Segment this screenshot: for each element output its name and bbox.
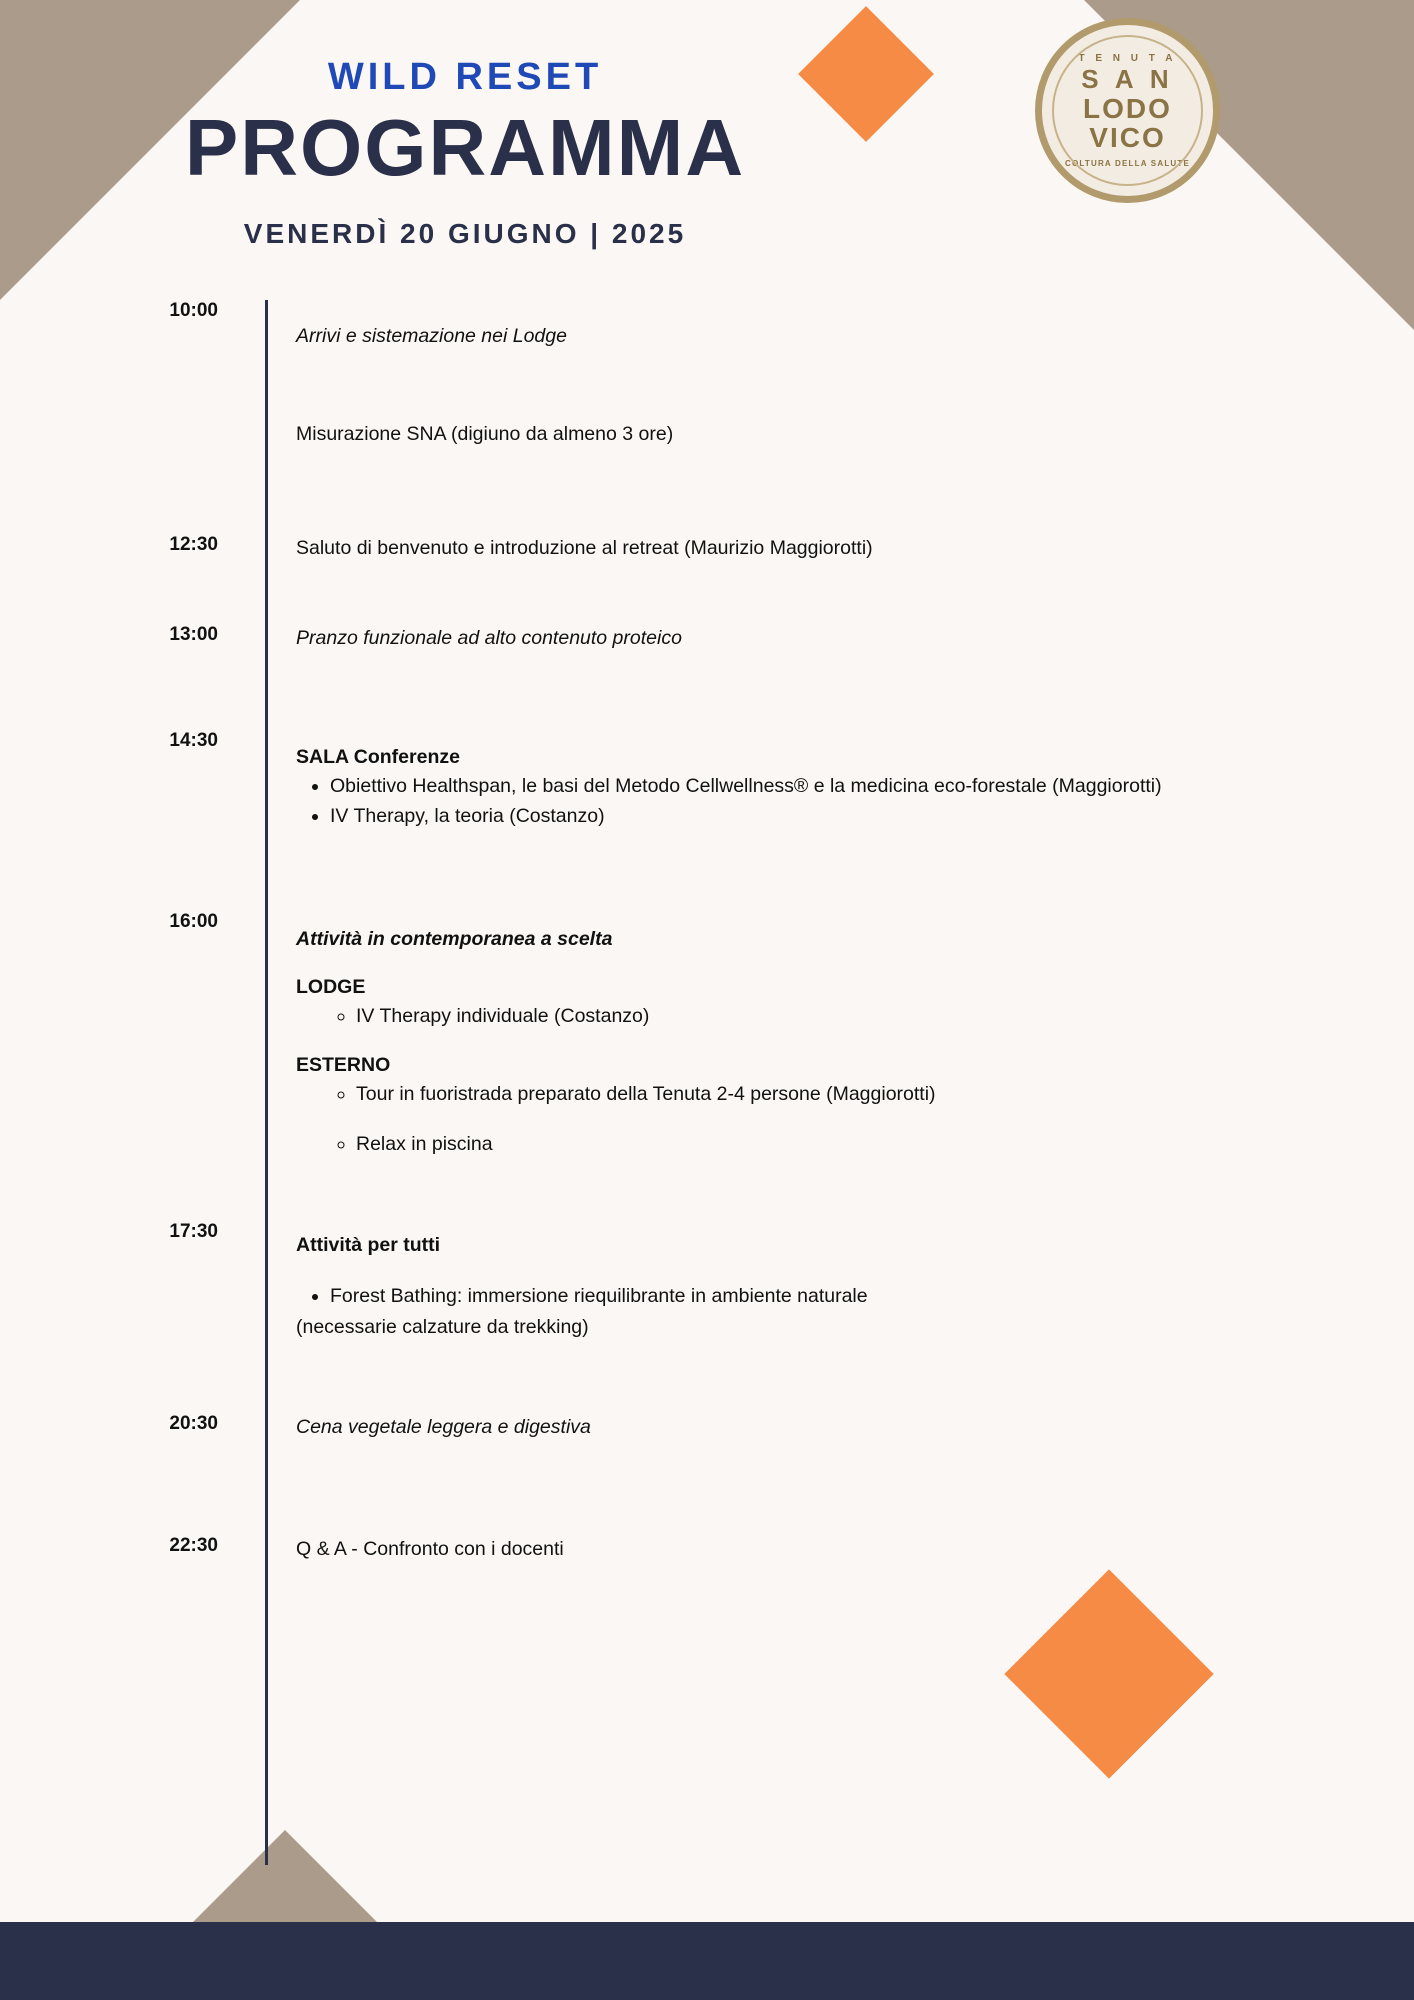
schedule-time: 17:30 (169, 1220, 218, 1242)
list-item: ◦ IV Therapy individuale (Costanzo) (356, 1003, 1346, 1031)
schedule-spacer (296, 350, 1346, 418)
schedule-content (296, 1535, 1346, 1563)
schedule-row (0, 1413, 1414, 1441)
schedule-bullet-list (296, 1283, 1346, 1311)
list-item: • IV Therapy, la teoria (Costanzo) (330, 803, 1346, 831)
schedule-text: Misurazione SNA (digiuno da almeno 3 ore) (296, 423, 674, 446)
page-subtitle: VENERDÌ 20 GIUGNO | 2025 (243, 218, 687, 249)
logo-line-san: S A N (1081, 64, 1174, 95)
schedule-group-list (296, 1003, 1346, 1031)
schedule-heading: SALA Conferenze (296, 746, 460, 769)
schedule-content (296, 1231, 1346, 1341)
schedule-content (296, 1413, 1346, 1441)
footer-bar (0, 1922, 1414, 2000)
schedule-row (0, 1535, 1414, 1563)
schedule-time: 12:30 (169, 533, 218, 555)
schedule-row (0, 624, 1414, 652)
schedule-group-label: ESTERNO (296, 1053, 391, 1076)
eyebrow-title: WILD RESET (327, 56, 603, 98)
schedule-row (0, 911, 1414, 1161)
schedule-time: 10:00 (169, 300, 218, 321)
logo-tenuta-text: T E N U T A (1078, 53, 1177, 65)
logo-inner-ring (1052, 35, 1203, 186)
schedule-content (296, 534, 1346, 562)
schedule-time: 22:30 (169, 1535, 218, 1557)
document-header (0, 0, 930, 250)
schedule-group-list (296, 1081, 1346, 1158)
list-item: ◦ Relax in piscina (356, 1131, 1346, 1159)
logo-san-lodovico (1035, 18, 1220, 203)
schedule-text: Saluto di benvenuto e introduzione al retreat (Maurizio Maggiorotti) (296, 536, 873, 559)
schedule-group-label: LODGE (296, 975, 366, 998)
schedule-content (296, 925, 1346, 1161)
schedule-time: 13:00 (169, 623, 218, 645)
list-item: ◦ Tour in fuoristrada preparato della Tenuta 2-4 persone (Maggiorotti) (356, 1081, 1346, 1109)
schedule-list (0, 300, 1414, 1563)
schedule-content (296, 322, 1346, 449)
schedule-heading: Attività per tutti (296, 1233, 441, 1256)
schedule-row (0, 1221, 1414, 1341)
logo-line-lodo: LODO (1083, 92, 1172, 124)
schedule-text: Cena vegetale leggera e digestiva (296, 1415, 591, 1438)
decorative-triangle-bottom-left (190, 1830, 380, 1925)
page-title: PROGRAMMA (184, 103, 746, 192)
list-item: • Obiettivo Healthspan, le basi del Metodo Cellwellness® e la medicina eco-forestale (Maggiorotti) (330, 773, 1346, 801)
schedule-row (0, 730, 1414, 833)
schedule-row (0, 534, 1414, 562)
schedule-time: 16:00 (169, 910, 218, 932)
schedule-row (0, 300, 1414, 449)
schedule-text: Pranzo funzionale ad alto contenuto proteico (296, 626, 682, 649)
schedule-text: Q & A - Confronto con i docenti (296, 1538, 564, 1561)
decorative-diamond-bottom (1004, 1569, 1213, 1778)
list-item: • Forest Bathing: immersione riequilibrante in ambiente naturale (330, 1283, 1346, 1311)
schedule-content (296, 624, 1346, 652)
logo-line-vico: VICO (1089, 122, 1166, 154)
schedule-heading-italic: Attività in contemporanea a scelta (296, 927, 613, 950)
logo-tagline: COLTURA DELLA SALUTE (1064, 158, 1191, 168)
schedule-text: Arrivi e sistemazione nei Lodge (296, 325, 567, 347)
schedule-note: (necessarie calzature da trekking) (296, 1315, 589, 1338)
schedule-time: 20:30 (169, 1412, 218, 1434)
schedule-content (296, 743, 1346, 833)
schedule-bullet-list (296, 773, 1346, 830)
schedule-time: 14:30 (169, 730, 218, 752)
